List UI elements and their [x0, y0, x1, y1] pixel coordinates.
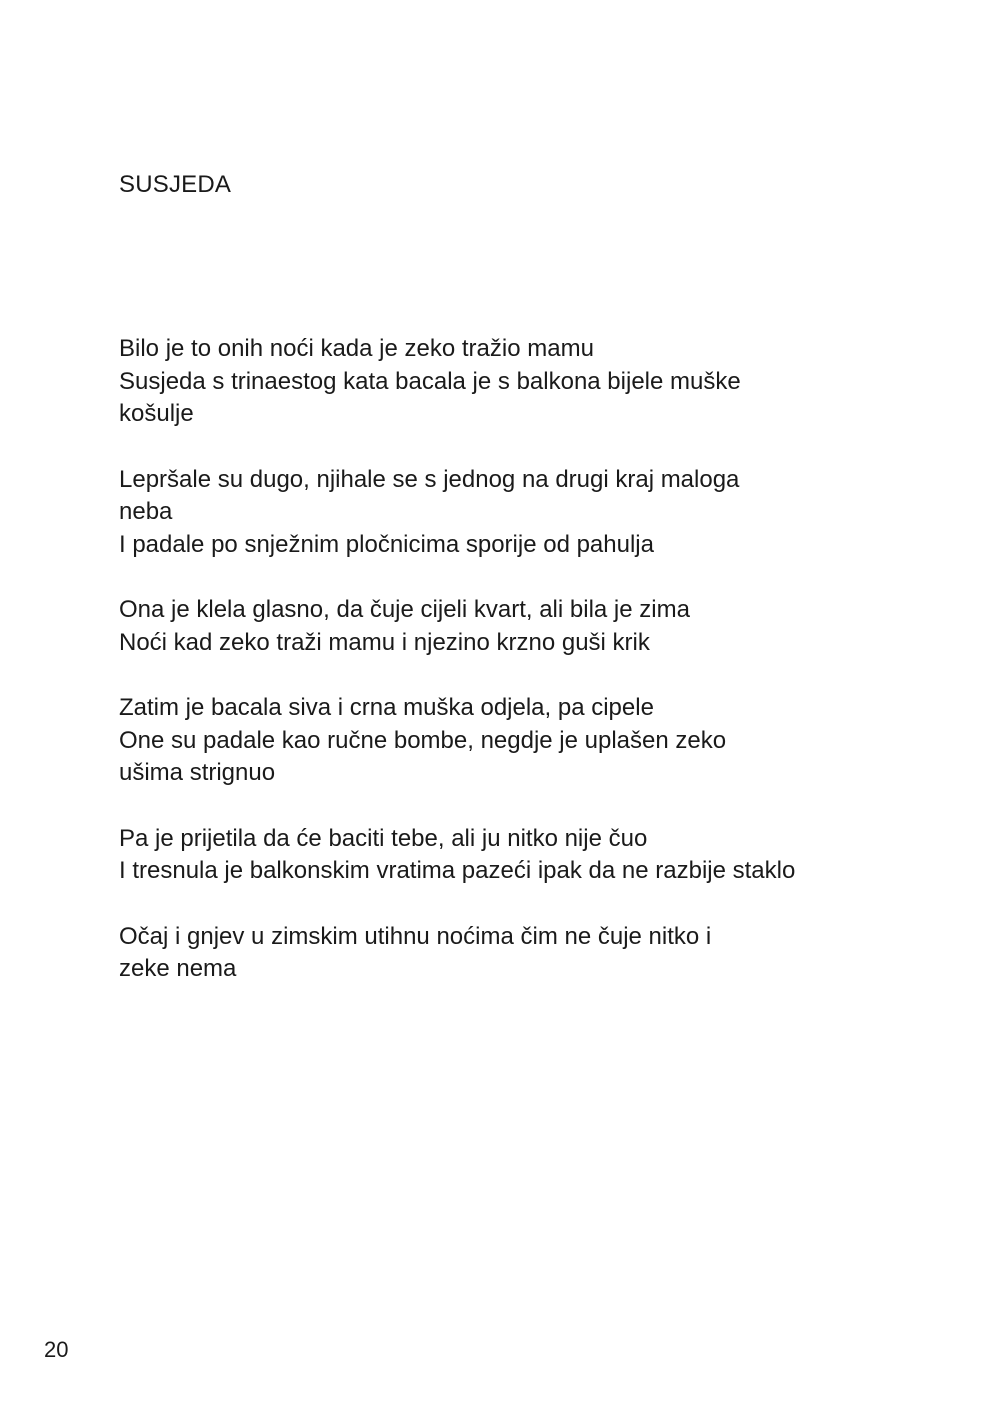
poem-line: ušima strignuo	[119, 759, 276, 786]
poem-line: košulje	[119, 400, 194, 427]
poem-line: I tresnula je balkonskim vratima pazeći ipak da ne razbije staklo	[119, 857, 796, 884]
poem-line: One su padale kao ručne bombe, negdje je uplašen zeko	[119, 726, 727, 754]
poem-line: Lepršale su dugo, njihale se s jednog na drugi kraj maloga	[119, 465, 740, 493]
stanza-5	[119, 823, 919, 888]
stanza-6	[119, 921, 919, 986]
poem-line: neba	[119, 498, 173, 525]
stanza-2	[119, 464, 919, 562]
poem-line: Očaj i gnjev u zimskim utihnu noćima čim ne čuje nitko i	[119, 922, 712, 950]
poem-line: Bilo je to onih noći kada je zeko tražio mamu	[119, 335, 594, 362]
stanza-4	[119, 692, 919, 790]
poem-line: Zatim je bacala siva i crna muška odjela, pa cipele	[119, 694, 654, 721]
poem-body	[119, 333, 919, 1019]
poem-line: Noći kad zeko traži mamu i njezino krzno guši krik	[119, 628, 650, 656]
poem-line: Susjeda s trinaestog kata bacala je s balkona bijele muške	[119, 367, 741, 395]
poem-line: Ona je klela glasno, da čuje cijeli kvart, ali bila je zima	[119, 596, 690, 623]
stanza-1	[119, 333, 919, 431]
poem-line: I padale po snježnim pločnicima sporije od pahulja	[119, 530, 654, 558]
stanza-3	[119, 594, 919, 659]
poem-line: Pa je prijetila da će baciti tebe, ali ju nitko nije čuo	[119, 824, 648, 852]
page-number: 20	[44, 1337, 69, 1362]
poem-title: SUSJEDA	[119, 171, 232, 198]
poem-line: zeke nema	[119, 955, 237, 982]
